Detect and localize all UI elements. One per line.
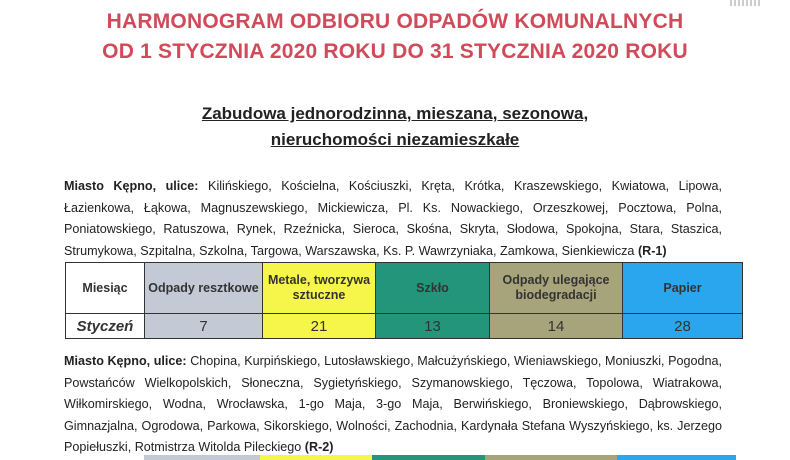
- scan-artifact: [730, 0, 760, 6]
- next-table-edge-bio: [485, 455, 617, 460]
- header-residual: Odpady resztkowe: [145, 263, 263, 314]
- cell-month: Styczeń: [66, 314, 145, 339]
- next-table-edge-month: [65, 455, 143, 460]
- header-glass: Szkło: [376, 263, 490, 314]
- table-row: [66, 314, 743, 339]
- schedule-title-line-1: HARMONOGRAM ODBIORU ODPADÓW KOMUNALNYCH: [106, 10, 684, 33]
- schedule-title-line-2: OD 1 STYCZNIA 2020 ROKU DO 31 STYCZNIA 2020 ROKU: [102, 40, 688, 63]
- street-list-r1: [64, 176, 722, 262]
- street-list-lead: Miasto Kępno, ulice:: [64, 354, 187, 368]
- next-table-edge-glass: [372, 455, 485, 460]
- header-paper: Papier: [623, 263, 743, 314]
- next-table-edge-residual: [144, 455, 260, 460]
- street-list-r2: [64, 351, 722, 459]
- cell-paper-day: 28: [623, 314, 743, 339]
- header-biodegradable: Odpady ulegające biodegradacji: [490, 263, 623, 314]
- header-metal-plastic: Metale, tworzywa sztuczne: [263, 263, 376, 314]
- route-code: (R-1): [637, 243, 667, 258]
- cell-bio-day: 14: [490, 314, 623, 339]
- subtitle-line-2: nieruchomości niezamieszkałe: [270, 130, 520, 149]
- header-month: Miesiąc: [66, 263, 145, 314]
- table-header-row: [66, 263, 743, 314]
- street-list-streets: Kilińskiego, Kościelna, Kościuszki, Kręta, Krótka, Kraszewskiego, Kwiatowa, Lipowa, Łazienkowa, Łąkowa, Magnuszewskiego, Mickiewicza, Pl. Ks. Nowackiego, Orzeszkowej, Pocztowa, Polna, Poniatowskiego, Ratuszowa, Rynek, Rzeźnicka, Sieroca, Skośna, Skryta, Słodowa, Spokojna, Stara, Staszica, Strumykowa, Szpitalna, Szkolna, Targowa, Warszawska, Ks. P. Wawrzyniaka, Zamkowa, Sienkiewicza: [64, 179, 723, 258]
- route-code: (R-2): [304, 440, 334, 454]
- street-list-lead: Miasto Kępno, ulice:: [64, 179, 199, 193]
- schedule-table: [65, 262, 743, 339]
- street-list-streets: Chopina, Kurpińskiego, Lutosławskiego, Małcużyńskiego, Wieniawskiego, Moniuszki, Pogodna, Powstańców Wielkopolskich, Słoneczna, Sygietyńskiego, Szymanowskiego, Tęczowa, Topolowa, Wiatrakowa, Wiłkomirskiego, Wodna, Wrocławska, 1-go Maja, 3-go Maja, Berwińskiego, Broniewskiego, Dąbrowskiego, Gimnazjalna, Ogrodowa, Parkowa, Sikorskiego, Wolności, Zachodnia, Kardynała Stefana Wyszyńskiego, ks. Jerzego Popiełuszki, Rotmistrza Witolda Pileckiego: [64, 354, 723, 454]
- cell-residual-day: 7: [145, 314, 263, 339]
- cell-glass-day: 13: [376, 314, 490, 339]
- next-table-edge-paper: [617, 455, 736, 460]
- next-table-edge-metal: [260, 455, 372, 460]
- subtitle-line-1: Zabudowa jednorodzinna, mieszana, sezonowa,: [201, 104, 589, 123]
- cell-metal-day: 21: [263, 314, 376, 339]
